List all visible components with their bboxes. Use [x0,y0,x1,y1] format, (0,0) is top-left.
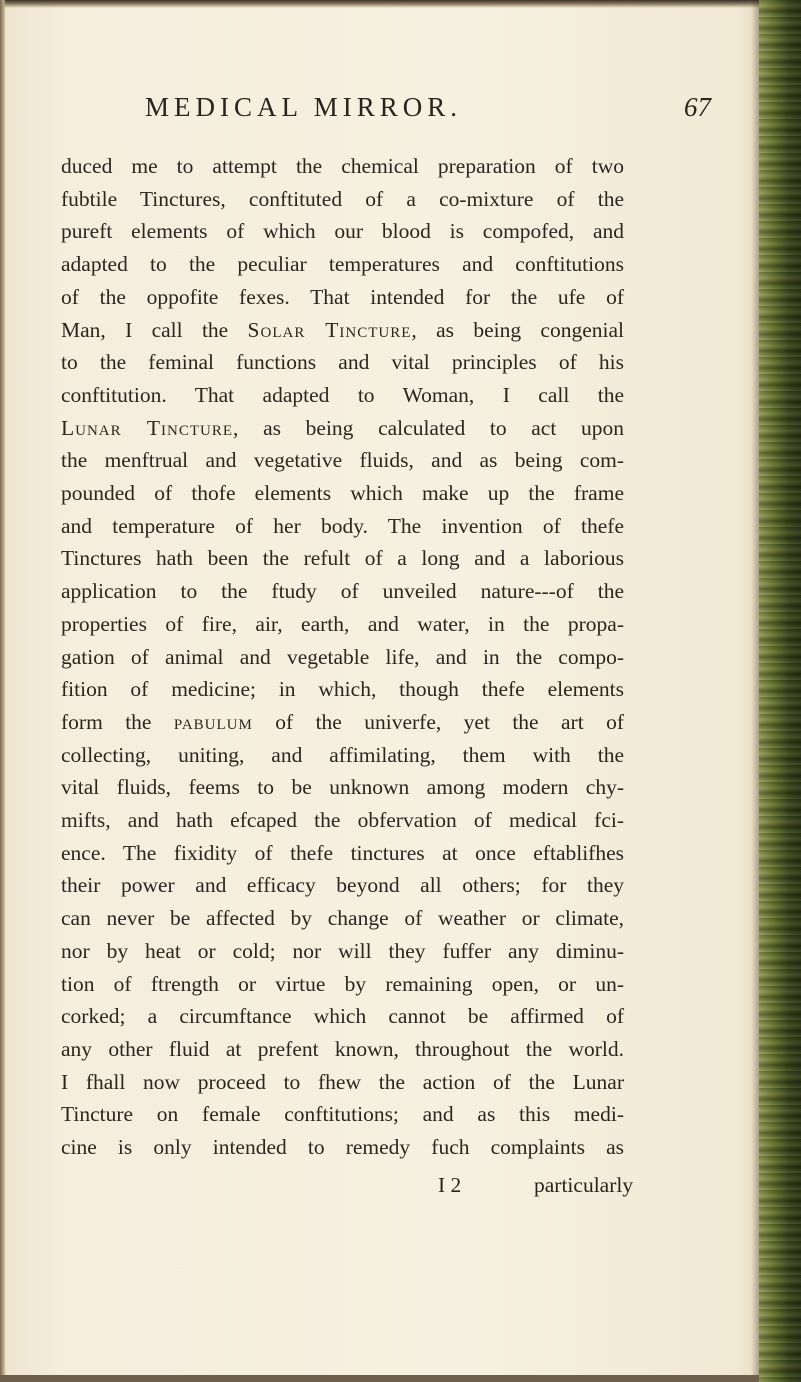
signature-mark: I 2 [438,1173,462,1197]
text-line: pureft elements of which our blood is compofed, and [61,219,624,244]
page-number: 67 [684,92,711,122]
text-line: to the feminal functions and vital principles of his [61,350,624,375]
text-line: Tinctures hath been the refult of a long and a laborious [61,546,624,571]
text-line: adapted to the peculiar temperatures and conftitutions [61,252,624,277]
text-line: properties of fire, air, earth, and water, in the propa- [61,611,624,636]
text-line: and temperature of her body. The invention of thefe [61,513,624,538]
book-binding [759,0,801,1382]
text-line: tion of ftrength or virtue by remaining open, or un- [61,971,624,996]
text-line: nor by heat or cold; nor will they fuffer any diminu- [61,938,624,963]
text-line: Man, I call the Solar Tincture, as being congenial [61,317,624,342]
text-line: Lunar Tincture, as being calculated to act upon [61,415,624,440]
page-bottom-edge [0,1375,759,1382]
text-line: mifts, and hath efcaped the obfervation of medical fci- [61,808,624,832]
catchword: particularly [534,1173,634,1197]
text-line: cine is only intended to remedy fuch complaints as [61,1135,624,1159]
text-line: corked; a circumftance which cannot be affirmed of [61,1004,624,1029]
text-line: pounded of thofe elements which make up the frame [61,481,624,505]
text-line: can never be affected by change of weather or climate, [61,906,624,931]
page-header [0,92,759,132]
text-line: fition of medicine; in which, though thefe elements [61,677,624,702]
small-caps-term: Solar Tincture [247,317,412,342]
page-top-edge [0,0,801,8]
text-line: Tincture on female conftitutions; and as this medi- [61,1102,624,1127]
text-line: conftitution. That adapted to Woman, I call the [61,382,624,407]
text-line: fubtile Tinctures, conftituted of a co-mixture of the [61,186,624,211]
text-line: the menftrual and vegetative fluids, and as being com- [61,448,624,473]
text-line: application to the ftudy of unveiled nature---of the [61,579,624,604]
text-line: I fhall now proceed to fhew the action of the Lunar [61,1069,624,1094]
text-line: vital fluids, feems to be unknown among modern chy- [61,775,624,800]
text-line: of the oppofite fexes. That intended for the ufe of [61,284,624,309]
small-caps-term: Lunar Tincture [61,415,234,440]
text-line: form the pabulum of the univerfe, yet the art of [61,709,624,734]
small-caps-term: pabulum [173,709,253,734]
text-line: their power and efficacy beyond all others; for they [61,873,624,898]
text-line: duced me to attempt the chemical preparation of two [61,154,624,178]
text-line: collecting, uniting, and affimilating, them with the [61,742,624,767]
page-left-edge [0,0,6,1382]
text-line: any other fluid at prefent known, throughout the world. [61,1036,624,1061]
text-line: gation of animal and vegetable life, and in the compo- [61,644,624,669]
text-line: ence. The fixidity of thefe tinctures at once eftablifhes [61,840,624,865]
running-head: MEDICAL MIRROR. [145,92,463,122]
